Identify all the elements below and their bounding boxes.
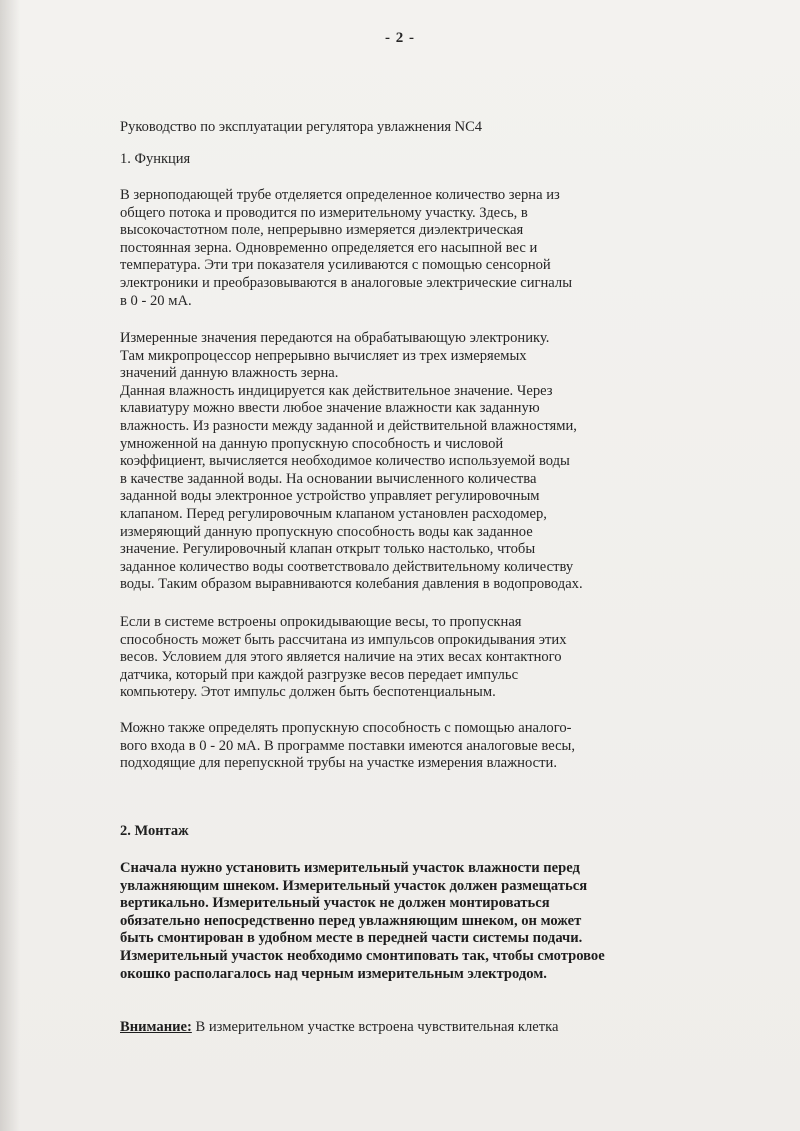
text-line: окошко располагалось над черным измерительным электродом. — [120, 965, 547, 982]
text-line: измеряющий данную пропускную способность воды как заданное — [120, 523, 533, 540]
text-line: воды. Таким образом выравниваются колебания давления в водопроводах. — [120, 576, 583, 593]
text-line: коэффициент, вычисляется необходимое количество используемой воды — [120, 453, 570, 470]
text-line: Сначала нужно установить измерительный участок влажности перед — [120, 860, 580, 876]
text-line: влажность. Из разности между заданной и действительной влажностями, — [120, 417, 577, 434]
text-line: в качестве заданной воды. На основании вычисленного количества — [120, 470, 537, 487]
text-line: клавиатуру можно ввести любое значение влажности как заданную — [120, 400, 540, 417]
text-line: увлажняющим шнеком. Измерительный участок должен размещаться — [120, 877, 588, 894]
text-line: обязательно непосредственно перед увлажняющим шнеком, он может — [120, 912, 582, 929]
text-line: быть смонтирован в удобном месте в передней части системы подачи. — [120, 930, 583, 947]
text-line: Измеренные значения передаются на обрабатывающую электронику. — [120, 330, 550, 346]
notice-text: В измерительном участке встроена чувствительная клетка — [191, 1019, 559, 1035]
section-1-paragraph-2 — [120, 330, 583, 594]
text-line: электроники и преобразовываются в аналоговые электрические сигналы — [120, 274, 572, 291]
text-line: датчика, который при каждой разгрузке весов передает импульс — [120, 666, 519, 683]
text-line: умноженной на данную пропускную способность и числовой — [120, 435, 504, 452]
text-line: Там микропроцессор непрерывно вычисляет из трех измеряемых — [120, 347, 527, 364]
text-line: вертикально. Измерительный участок не должен монтироваться — [120, 895, 550, 912]
section-1-paragraph-1 — [120, 187, 572, 310]
text-line: температура. Эти три показателя усиливаются с помощью сенсорной — [120, 257, 551, 274]
text-line: постоянная зерна. Одновременно определяется его насыпной вес и — [120, 239, 538, 256]
text-line: компьютеру. Этот импульс должен быть беспотенциальным. — [120, 684, 496, 701]
text-line: Данная влажность индицируется как действительное значение. Через — [120, 382, 553, 399]
text-line: В зерноподающей трубе отделяется определенное количество зерна из — [120, 187, 560, 203]
text-line: в 0 - 20 мА. — [120, 292, 192, 309]
text-line: значений данную влажность зерна. — [120, 365, 339, 382]
text-line: высокочастотном поле, непрерывно измеряется диэлектрическая — [120, 222, 524, 239]
document-title: Руководство по эксплуатации регулятора увлажнения NC4 — [120, 119, 483, 135]
text-line: заданное количество воды соответствовало действительному количеству — [120, 558, 574, 575]
notice-label: Внимание: — [120, 1019, 192, 1035]
notice-line — [120, 1019, 558, 1037]
text-line: Если в системе встроены опрокидывающие весы, то пропускная — [120, 614, 522, 630]
notice — [120, 1019, 558, 1037]
section-2-paragraph — [120, 860, 605, 983]
section-2-heading: 2. Монтаж — [120, 823, 189, 839]
scan-edge-shadow — [0, 0, 20, 1131]
text-line: подходящие для перепускной трубы на участке измерения влажности. — [120, 755, 557, 772]
text-line: заданной воды электронное устройство управляет регулировочным — [120, 488, 540, 505]
text-line: клапаном. Перед регулировочным клапаном установлен расходомер, — [120, 505, 547, 522]
text-line: Измерительный участок необходимо смонтиповать так, чтобы смотровое — [120, 947, 605, 964]
text-line: значение. Регулировочный клапан открыт только настолько, чтобы — [120, 541, 536, 558]
section-1-paragraph-4 — [120, 720, 575, 773]
text-line: весов. Условием для этого является наличие на этих весах контактного — [120, 649, 562, 666]
section-1-paragraph-3 — [120, 614, 567, 702]
page-number: - 2 - — [385, 30, 415, 46]
section-1-heading: 1. Функция — [120, 151, 191, 167]
text-line: способность может быть рассчитана из импульсов опрокидывания этих — [120, 631, 567, 648]
text-line: вого входа в 0 - 20 мА. В программе поставки имеются аналоговые весы, — [120, 737, 575, 754]
text-line: Можно также определять пропускную способность с помощью аналого- — [120, 720, 572, 736]
text-line: общего потока и проводится по измерительному участку. Здесь, в — [120, 204, 528, 221]
